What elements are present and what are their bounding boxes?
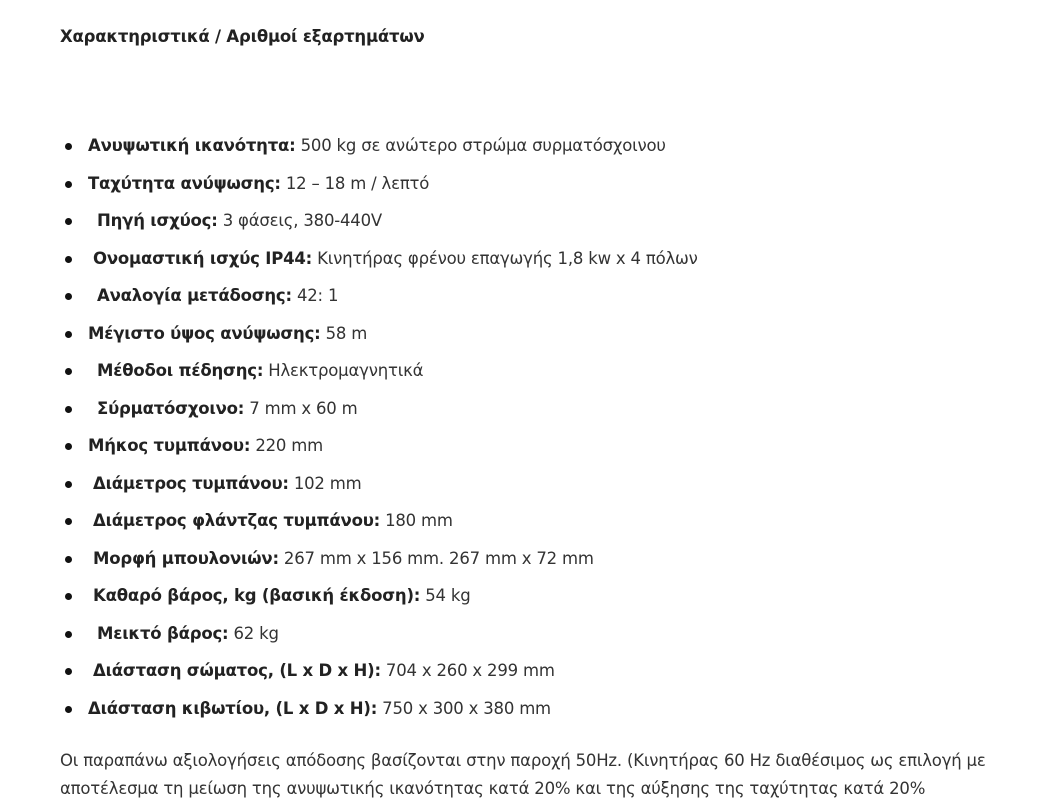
- spec-label: Διάσταση σώματος, (L x D x H):: [93, 661, 381, 680]
- spec-text: [93, 465, 362, 503]
- spec-text: [88, 427, 323, 465]
- spec-value: 42: 1: [291, 286, 339, 305]
- spec-text: [93, 540, 594, 578]
- spec-value: 267 mm x 156 mm. 267 mm x 72 mm: [278, 548, 594, 568]
- spec-text: [93, 502, 453, 540]
- spec-label: Μεικτό βάρος:: [97, 623, 229, 643]
- bullet-icon: [65, 631, 72, 638]
- bullet-icon: [65, 481, 72, 488]
- spec-text: [97, 202, 382, 240]
- spec-text: [93, 577, 471, 615]
- spec-value: 54 kg: [420, 586, 471, 605]
- spec-text: [97, 390, 358, 428]
- spec-value: 102 mm: [288, 473, 362, 493]
- bullet-icon: [65, 256, 72, 263]
- bullet-icon: [65, 668, 72, 675]
- spec-value: Κινητήρας φρένου επαγωγής 1,8 kw x 4 πόλων: [312, 248, 698, 268]
- performance-note: Οι παραπάνω αξιολογήσεις απόδοσης βασίζονται στην παροχή 50Hz. (Κινητήρας 60 Hz διαθέσιμος ως επιλογή με αποτέλεσμα τη μείωση της ανυψωτικής ικανότητας κατά 20% και της αύξησης της ταχύτητας κατά 20%: [60, 751, 986, 798]
- spec-text: [97, 615, 279, 653]
- spec-label: Διάμετρος φλάντζας τυμπάνου:: [93, 511, 381, 530]
- bullet-icon: [65, 368, 72, 375]
- spec-label: Μήκος τυμπάνου:: [88, 436, 251, 455]
- spec-label: Πηγή ισχύος:: [97, 211, 218, 230]
- spec-label: Ανυψωτική ικανότητα:: [88, 136, 296, 155]
- spec-text: [97, 277, 338, 315]
- spec-value: 12 – 18 m / λεπτό: [280, 173, 430, 193]
- bullet-icon: [65, 218, 72, 225]
- bullet-icon: [65, 706, 72, 713]
- spec-text: [88, 127, 666, 165]
- spec-label: Σύρματόσχοινο:: [97, 398, 245, 418]
- bullet-icon: [65, 331, 72, 338]
- bullet-icon: [65, 556, 72, 563]
- spec-text: [88, 165, 429, 203]
- spec-value: 62 kg: [228, 623, 279, 643]
- spec-value: 180 mm: [380, 511, 453, 530]
- spec-text: [88, 690, 551, 728]
- bullet-icon: [65, 143, 72, 150]
- bullet-icon: [65, 293, 72, 300]
- spec-text: [88, 315, 367, 353]
- spec-value: 3 φάσεις, 380-440V: [217, 211, 382, 230]
- spec-value: 220 mm: [250, 436, 324, 455]
- spec-label: Καθαρό βάρος, kg (βασική έκδοση):: [93, 586, 421, 605]
- spec-text: [93, 652, 555, 690]
- spec-text: [93, 240, 698, 278]
- spec-label: Μέγιστο ύψος ανύψωσης:: [88, 323, 321, 343]
- spec-label: Αναλογία μετάδοσης:: [97, 286, 292, 305]
- section-heading: Χαρακτηριστικά / Αριθμοί εξαρτημάτων: [60, 27, 425, 46]
- bullet-icon: [65, 181, 72, 188]
- spec-label: Μορφή μπουλονιών:: [93, 548, 279, 568]
- bullet-icon: [65, 518, 72, 525]
- spec-label: Ταχύτητα ανύψωσης:: [88, 173, 281, 193]
- spec-label: Διάμετρος τυμπάνου:: [93, 473, 289, 493]
- spec-label: Διάσταση κιβωτίου, (L x D x H):: [88, 698, 378, 718]
- spec-value: Ηλεκτρομαγνητικά: [263, 361, 424, 380]
- bullet-icon: [65, 443, 72, 450]
- bullet-icon: [65, 406, 72, 413]
- spec-label: Μέθοδοι πέδησης:: [97, 361, 264, 380]
- spec-label: Ονομαστική ισχύς IP44:: [93, 248, 313, 268]
- bullet-icon: [65, 593, 72, 600]
- spec-value: 58 m: [320, 323, 368, 343]
- spec-value: 750 x 300 x 380 mm: [377, 698, 551, 718]
- spec-value: 500 kg σε ανώτερο στρώμα συρματόσχοινου: [295, 136, 666, 155]
- spec-value: 704 x 260 x 299 mm: [380, 661, 555, 680]
- spec-value: 7 mm x 60 m: [244, 398, 358, 418]
- spec-text: [97, 352, 423, 390]
